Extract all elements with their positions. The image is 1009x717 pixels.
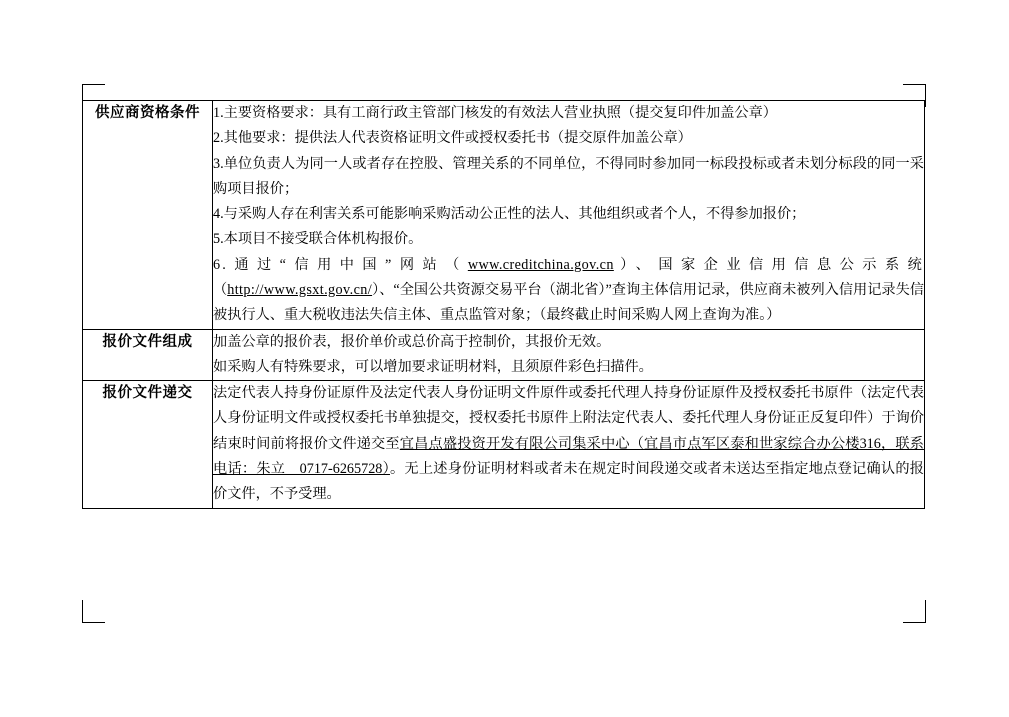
gsxt-link[interactable]: http://www.gsxt.gov.cn/ [227, 281, 373, 298]
crop-mark-bottom-left [82, 600, 105, 623]
qualification-line-5: 5.本项目不接受联合体机构报价。 [213, 231, 423, 248]
row-label-quotation-submission: 报价文件递交 [83, 381, 213, 508]
requirements-table [82, 100, 925, 509]
row-label-quotation-composition: 报价文件组成 [83, 329, 213, 381]
qualification-line-4: 4.与采购人存在利害关系可能影响采购活动公正性的法人、其他组织或者个人，不得参加报价； [213, 206, 806, 223]
table-row [83, 381, 925, 508]
qualification-line-1: 1.主要资格要求：具有工商行政主管部门核发的有效法人营业执照（提交复印件加盖公章） [213, 105, 777, 121]
row-body-quotation-submission [213, 381, 925, 508]
table-row [83, 329, 925, 381]
row-body-quotation-composition [213, 329, 925, 381]
row-body-supplier-qualification [213, 101, 925, 330]
composition-line-2: 如采购人有特殊要求，可以增加要求证明材料，且须原件彩色扫描件。 [213, 358, 653, 375]
crop-mark-bottom-right [903, 600, 926, 623]
table-row [83, 101, 925, 330]
submission-location: 宜昌点盛投资开发有限公司集采中心（宜昌市点军区泰和世家综合办公楼316，联系电话：朱立 0717-6265728） [213, 435, 924, 477]
row-label-supplier-qualification: 供应商资格条件 [83, 101, 213, 330]
qualification-line-3: 3.单位负责人为同一人或者存在控股、管理关系的不同单位，不得同时参加同一标段投标或者未划分标段的同一采购项目报价； [213, 155, 924, 197]
composition-line-1: 加盖公章的报价表，报价单价或总价高于控制价，其报价无效。 [213, 333, 611, 350]
qualification-line-2: 2.其他要求：提供法人代表资格证明文件或授权委托书（提交原件加盖公章） [213, 130, 692, 147]
creditchina-link[interactable]: www.creditchina.gov.cn [467, 256, 614, 273]
submission-text: 法定代表人持身份证原件及法定代表人身份证明文件原件或委托代理人持身份证原件及授权委托书原件（法定代表人身份证明文件或授权委托书单独提交，授权委托书原件上附法定代表人、委托代理人身份证正反复印件）于询价结束时间前将报价文件递交至宜昌点盛投资开发有限公司集采中心（宜昌市点军区泰和世家综合办公楼316，联系电话：朱立 0717-6265728）。无上述身份证明材料或者未在规定时间段递交或者未送达至指定地点登记确认的报价文件，不予受理。 [213, 385, 924, 503]
qualification-line-6: 6.通过“信用中国”网站（www.creditchina.gov.cn）、国家企业信用信息公示系统（http://www.gsxt.gov.cn/）、“全国公共资源交易平台（湖北省）”查询主体信用记录，供应商未被列入信用记录失信被执行人、重大税收违法失信主体、重点监管对象；（最终截止时间采购人网上查询为准。） [213, 256, 924, 324]
